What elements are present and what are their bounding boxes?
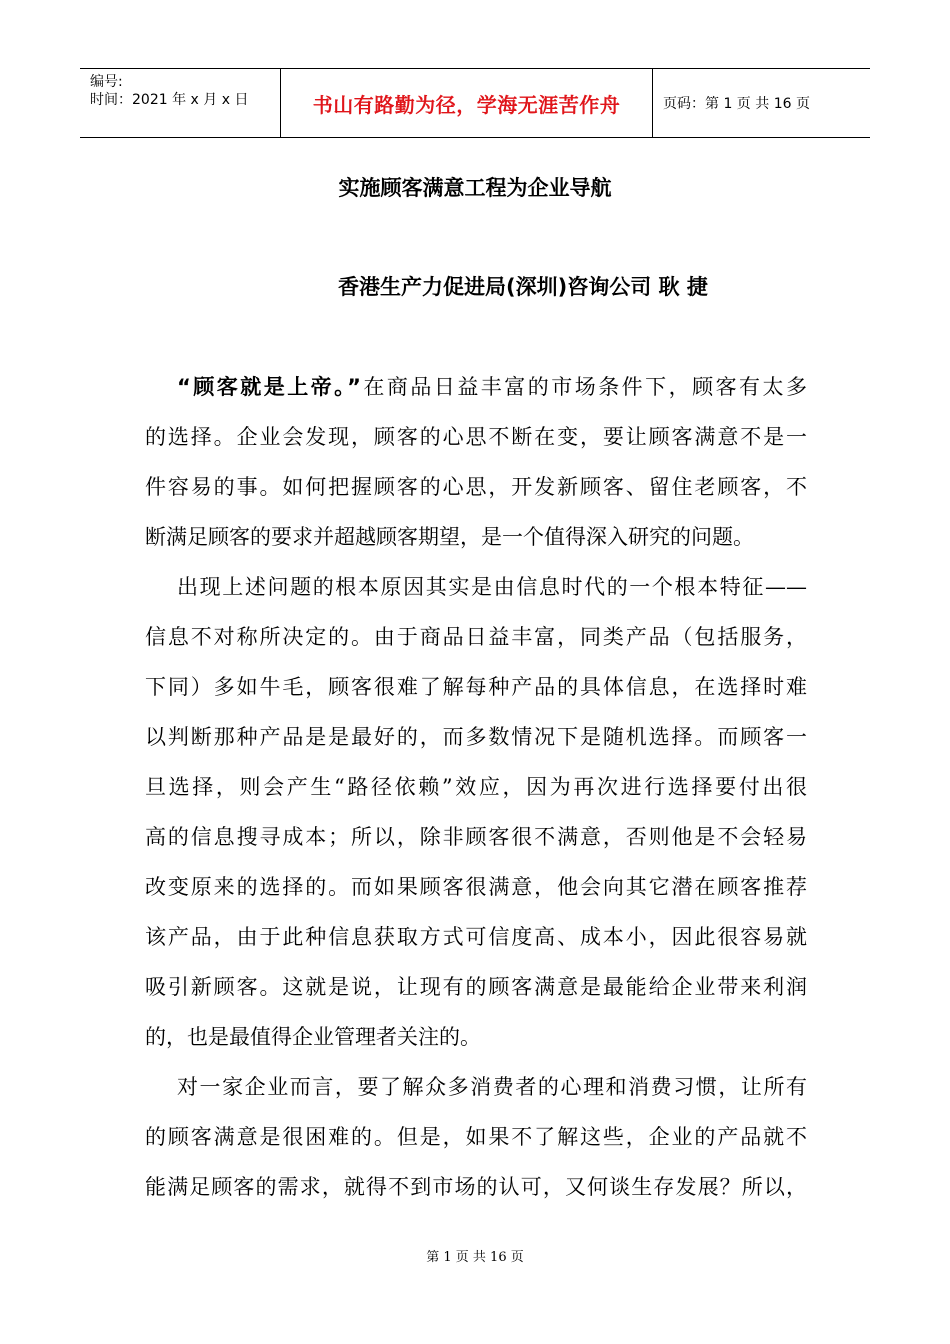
document-title: 实施顾客满意工程为企业导航 — [338, 176, 612, 200]
text-line: 对一家企业而言，要了解众多消费者的心理和消费习惯，让所有 — [177, 1075, 807, 1099]
document-author: 香港生产力促进局(深圳)咨询公司 耿 捷 — [338, 275, 708, 299]
text-line: 下同）多如牛毛，顾客很难了解每种产品的具体信息，在选择时难 — [145, 675, 807, 699]
text-line: 旦选择，则会产生“路径依赖”效应，因为再次进行选择要付出很 — [145, 775, 807, 799]
header-page-cell — [653, 69, 870, 137]
text-line: 该产品，由于此种信息获取方式可信度高、成本小，因此很容易就 — [145, 925, 807, 949]
document-body — [145, 362, 807, 1212]
paragraph-1 — [145, 362, 807, 562]
page-footer: 第 1 页 共 16 页 — [426, 1250, 524, 1265]
header-meta-cell — [80, 69, 280, 137]
page-info: 页码：第 1 页 共 16 页 — [663, 96, 810, 112]
motto-text: 书山有路勤为径，学海无涯苦作舟 — [312, 92, 621, 117]
text-line: “顾客就是上帝。”在商品日益丰富的市场条件下，顾客有太多 — [177, 375, 808, 399]
text-line: 能满足顾客的需求，就得不到市场的认可，又何谈生存发展？所以， — [145, 1175, 807, 1199]
text-line: 以判断那种产品是是最好的，而多数情况下是随机选择。而顾客一 — [145, 725, 807, 749]
text-line: 吸引新顾客。这就是说，让现有的顾客满意是最能给企业带来利润 — [145, 975, 807, 999]
number-label: 编号: — [90, 74, 123, 90]
text-line: 断满足顾客的要求并超越顾客期望，是一个值得深入研究的问题。 — [145, 525, 754, 549]
text-line: 的顾客满意是很困难的。但是，如果不了解这些，企业的产品就不 — [145, 1125, 807, 1149]
document-header-table — [80, 68, 870, 138]
text-line: 高的信息搜寻成本；所以，除非顾客很不满意，否则他是不会轻易 — [145, 825, 807, 849]
text-line: 件容易的事。如何把握顾客的心思，开发新顾客、留住老顾客，不 — [145, 475, 807, 499]
text-line: 信息不对称所决定的。由于商品日益丰富，同类产品（包括服务， — [145, 625, 807, 649]
text-line: 出现上述问题的根本原因其实是由信息时代的一个根本特征—— — [177, 575, 807, 599]
text-line: 改变原来的选择的。而如果顾客很满意，他会向其它潜在顾客推荐 — [145, 875, 807, 899]
paragraph-2 — [145, 562, 807, 1062]
text-line: 的，也是最值得企业管理者关注的。 — [145, 1025, 481, 1049]
text-line: 的选择。企业会发现，顾客的心思不断在变，要让顾客满意不是一 — [145, 425, 807, 449]
time-label: 时间：2021 年 x 月 x 日 — [90, 92, 249, 108]
paragraph-3 — [145, 1062, 807, 1212]
bold-quote: “顾客就是上帝。” — [177, 375, 361, 399]
header-motto-cell — [280, 69, 653, 137]
